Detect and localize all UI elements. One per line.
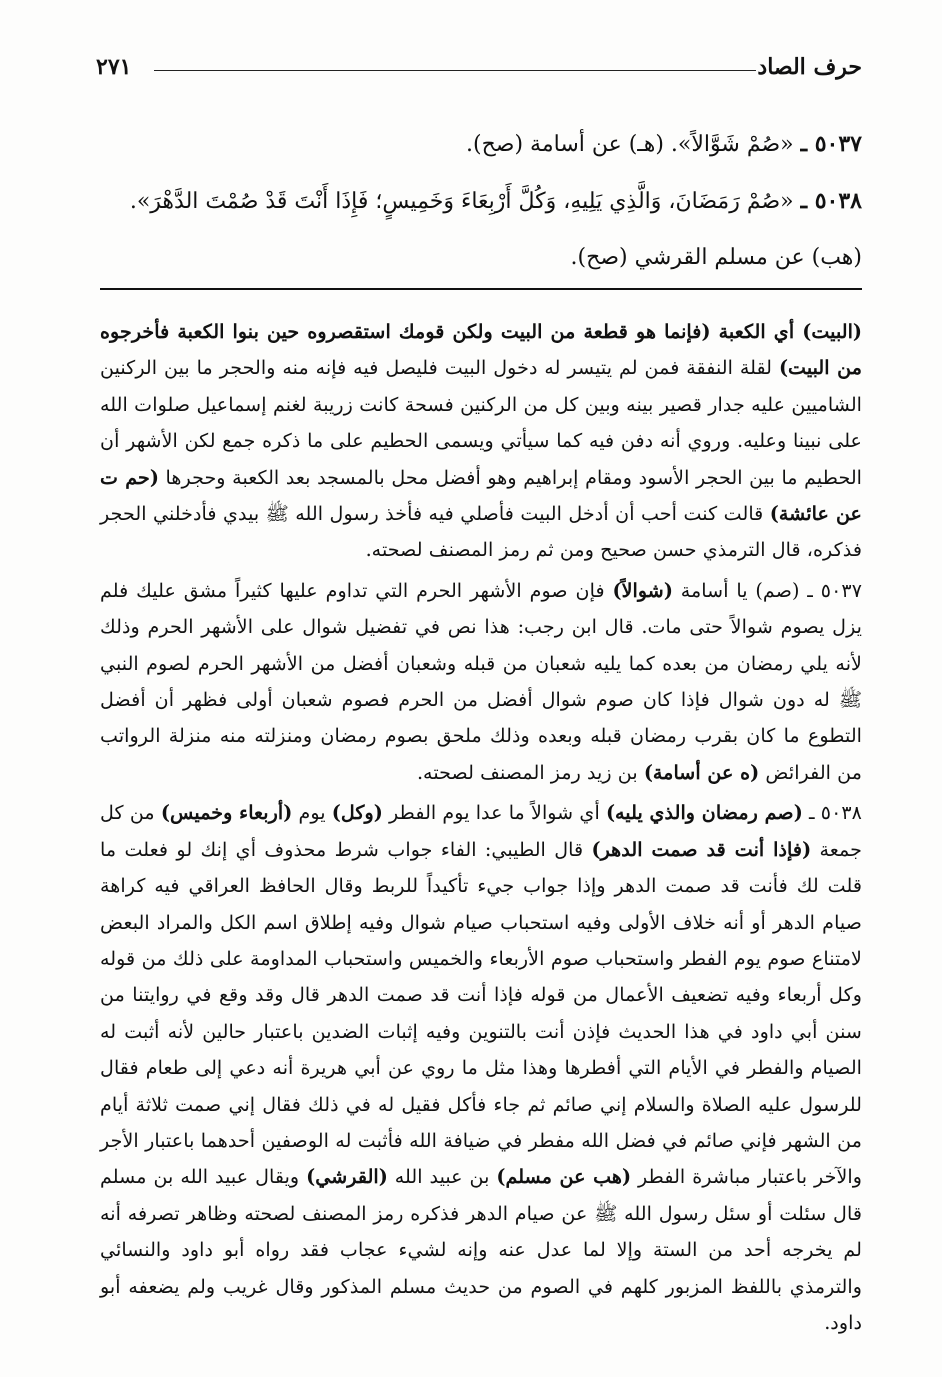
commentary-quote: (شوالاً) bbox=[612, 578, 673, 602]
hadith-5038 bbox=[100, 173, 862, 286]
commentary-quote: (القرشي) bbox=[306, 1165, 388, 1189]
commentary-text: لقلة النفقة فمن لم يتيسر له دخول البيت فليصل فيه فإنه منه والحجر ما بين الركنين الشاميين عليه جدار قصير بينه وبين كل من الركنين فسحة كانت زريبة لغنم إسماعيل صلوات الله على نبينا وعليه. وروي أنه دفن فيه كما سيأتي ويسمى الحطيم على ما ذكره جمع لكن الأشهر أن الحطيم ما بين الحجر الأسود ومقام إبراهيم وهو أفضل محل بالمسجد بعد الكعبة وحجرها bbox=[100, 356, 863, 489]
chapter-title: حرف الصاد bbox=[757, 54, 862, 80]
commentary-text: فإن صوم الأشهر الحرم التي تداوم عليها كثيراً مشق عليك فلم يزل يصوم شوالاً حتى مات. قال ابن رجب: هذا نص في تفضيل شوال على الأشهر الحرم وذلك لأنه يلي رمضان من بعده كما يليه شعبان من قبله وشعبان أفضل من الأشهر الحرم لصوم النبي ﷺ له دون شوال فإذا كان صوم شوال أفضل من الحرم فصوم شعبان أولى فظهر أن أفضل التطوع ما كان بقرب رمضان قبله وبعده وذلك ملحق بصوم رمضان ومنزلته منه منزلة الرواتب من الفرائض bbox=[100, 578, 862, 784]
header-rule bbox=[154, 70, 756, 71]
commentary-text: ٥٠٣٧ ـ (صم) يا أسامة bbox=[672, 578, 863, 602]
commentary-quote: (وكل) bbox=[331, 801, 383, 825]
commentary-text: قال الطيبي: الفاء جواب شرط محذوف أي إنك لو فعلت ما قلت لك فأنت قد صمت الدهر وإذا جواب جيء تأكيداً للربط وقال الحافظ العراقي فيه كراهة صيام الدهر أو أنه خلاف الأولى وفيه استحباب صيام شوال وفيه إطلاق اسم الكل والمراد البعض لامتناع صوم يوم الفطر واستحباب صوم الأربعاء والخميس واستحباب المداومة على ذلك من قوله وكل أربعاء وفيه تضعيف الأعمال من قوله فإذا أنت قد صمت الدهر قال وقد وقع في روايتنا من سنن أبي داود في هذا الحديث فإذن أنت بالتنوين وفيه إثبات الضدين باعتبار حالين لأنه أثبت له الصيام والفطر في الأيام التي أفطرها وهذا مثل ما روي عن أبي هريرة أنه دعي إلى طعام فقال للرسول عليه الصلاة والسلام إني صائم ثم جاء فأكل فقيل له في ذلك فقال إني صمت ثلاثة أيام من الشهر فإني صائم في فضل الله مفطر في ضيافة الله فأثبت له الوصفين أحدهما باعتبار الأجر والآخر باعتبار مباشرة الفطر bbox=[100, 837, 862, 1189]
commentary-paragraph bbox=[100, 573, 862, 791]
commentary-keyword: (البيت) أي الكعبة bbox=[710, 320, 862, 343]
commentary-quote: (فإنما هو قطعة من البيت ولكن قومك استقصروه حين بنوا الكعبة فأخرجوه من البيت) bbox=[100, 320, 862, 380]
commentary-source: (هب عن مسلم) bbox=[496, 1165, 632, 1189]
commentary-text: قالت كنت أحب أن أدخل البيت فأصلي فيه فأخذ رسول الله ﷺ بيدي فأدخلني الحجر فذكره، قال الترمذي حسن صحيح ومن ثم رمز المصنف لصحته. bbox=[100, 502, 862, 562]
commentary-paragraph bbox=[100, 795, 862, 1341]
commentary-section bbox=[100, 314, 862, 1345]
commentary-quote: (أربعاء وخميس) bbox=[160, 801, 293, 825]
commentary-text: بن عبيد الله bbox=[387, 1165, 497, 1189]
section-divider bbox=[100, 288, 862, 290]
hadith-text: «صُمْ شَوَّالاً». (هـ) عن أسامة (صح). bbox=[466, 132, 794, 157]
commentary-text: أي شوالاً ما عدا يوم الفطر bbox=[382, 801, 606, 825]
hadith-text-section bbox=[100, 116, 862, 286]
commentary-text: ويقال عبيد الله بن مسلم قال سئلت أو سئل رسول الله ﷺ عن صيام الدهر فذكره رمز المصنف لصحته وظاهر تصرفه أنه لم يخرجه أحد من الستة وإلا لما عدل عنه وإنه لشيء عجاب فقد رواه أبو داود والنسائي والترمذي باللفظ المزبور كلهم في الصوم من حديث مسلم المذكور وقال غريب ولم يضعفه أبو داود. bbox=[100, 1165, 862, 1334]
commentary-quote: (فإذا أنت قد صمت الدهر) bbox=[591, 837, 812, 861]
commentary-source: (حم ت عن عائشة) bbox=[100, 465, 862, 526]
hadith-number: ٥٠٣٧ ـ bbox=[800, 131, 862, 157]
page-number: ٢٧١ bbox=[96, 54, 132, 80]
commentary-text: بن زيد رمز المصنف لصحته. bbox=[416, 760, 644, 784]
page-header bbox=[96, 52, 862, 92]
commentary-paragraph bbox=[100, 314, 862, 569]
commentary-quote: (صم رمضان والذي يليه) bbox=[605, 801, 803, 825]
commentary-source: (ه عن أسامة) bbox=[643, 760, 760, 784]
hadith-text: «صُمْ رَمَضَانَ، وَالَّذِي يَلِيهِ، وَكُلَّ أَرْبِعَاءَ وَخَمِيسٍ؛ فَإِذَا أَنْتَ قَدْ صُمْتَ الدَّهْرَ». (هب) عن مسلم القرشي (صح). bbox=[129, 189, 862, 270]
commentary-text: من كل جمعة bbox=[100, 801, 862, 861]
commentary-text: يوم bbox=[292, 801, 332, 825]
commentary-text: ٥٠٣٨ ـ bbox=[802, 801, 862, 825]
hadith-number: ٥٠٣٨ ـ bbox=[800, 188, 862, 214]
hadith-5037 bbox=[100, 116, 862, 173]
